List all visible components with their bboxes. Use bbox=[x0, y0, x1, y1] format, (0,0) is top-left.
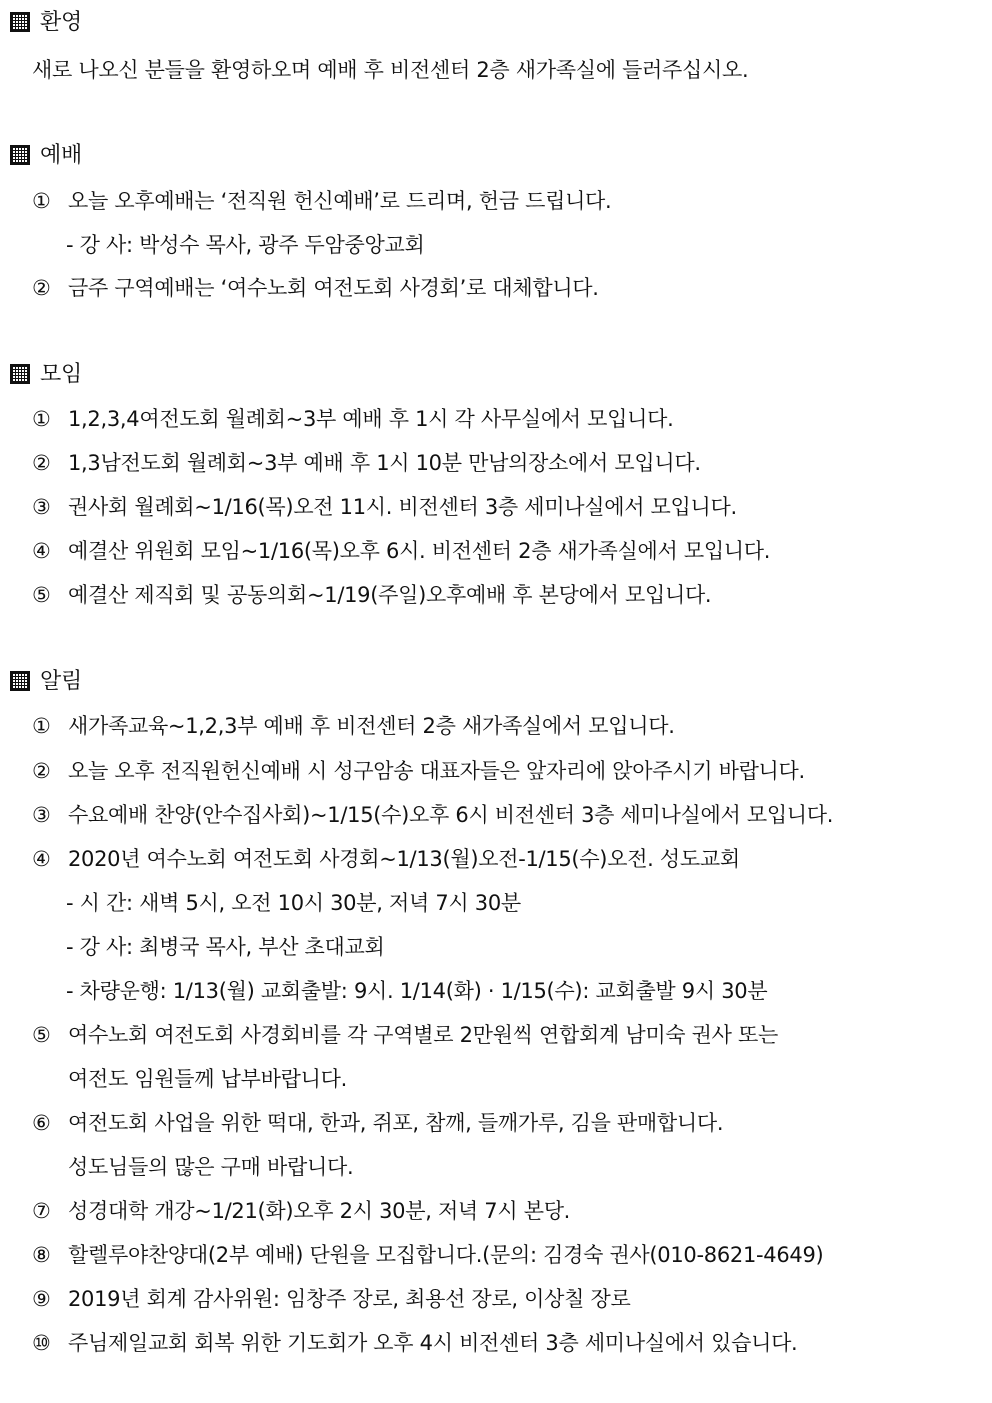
worship-speaker-line: - 강 사: 박성수 목사, 광주 두암중앙교회 bbox=[66, 233, 425, 257]
worship-item-2: ② 금주 구역예배는 ‘여수노회 여전도회 사경회’로 대체합니다. bbox=[32, 276, 599, 300]
section-heading-meetings: 모임 bbox=[10, 360, 82, 390]
meeting-item-1: ① 1,2,3,4여전도회 월례회~3부 예배 후 1시 각 사무실에서 모입니다. bbox=[32, 407, 674, 431]
notice-item-8: ⑧ 할렐루야찬양대(2부 예배) 단원을 모집합니다.(문의: 김경숙 권사(010-8621-4649) bbox=[32, 1243, 824, 1267]
section-heading-notices: 알림 bbox=[10, 667, 82, 697]
notice-item-1: ① 새가족교육~1,2,3부 예배 후 비전센터 2층 새가족실에서 모입니다. bbox=[32, 714, 675, 738]
checkered-square-icon bbox=[10, 671, 30, 691]
notice-item-10: ⑩ 주님제일교회 회복 위한 기도회가 오후 4시 비전센터 3층 세미나실에서 있습니다. bbox=[32, 1331, 798, 1355]
notice-item-2: ② 오늘 오후 전직원헌신예배 시 성구암송 대표자들은 앞자리에 앉아주시기 바랍니다. bbox=[32, 759, 805, 783]
meeting-item-4: ④ 예결산 위원회 모임~1/16(목)오후 6시. 비전센터 2층 새가족실에서 모입니다. bbox=[32, 539, 771, 563]
notice-item-4: ④ 2020년 여수노회 여전도회 사경회~1/13(월)오전-1/15(수)오전. 성도교회 bbox=[32, 847, 740, 871]
notice-item-7: ⑦ 성경대학 개강~1/21(화)오후 2시 30분, 저녁 7시 본당. bbox=[32, 1199, 571, 1223]
notice-5-continuation: 여전도 임원들께 납부바랍니다. bbox=[68, 1067, 347, 1091]
notice-6-continuation: 성도님들의 많은 구매 바랍니다. bbox=[68, 1155, 354, 1179]
meeting-item-5: ⑤ 예결산 제직회 및 공동의회~1/19(주일)오후예배 후 본당에서 모입니다. bbox=[32, 583, 712, 607]
meeting-item-3: ③ 권사회 월례회~1/16(목)오전 11시. 비전센터 3층 세미나실에서 모입니다. bbox=[32, 495, 737, 519]
notice-4-speaker-line: - 강 사: 최병국 목사, 부산 초대교회 bbox=[66, 935, 385, 959]
checkered-square-icon bbox=[10, 364, 30, 384]
checkered-square-icon bbox=[10, 145, 30, 165]
notice-4-time-line: - 시 간: 새벽 5시, 오전 10시 30분, 저녁 7시 30분 bbox=[66, 891, 521, 915]
checkered-square-icon bbox=[10, 12, 30, 32]
welcome-text: 새로 나오신 분들을 환영하오며 예배 후 비전센터 2층 새가족실에 들러주십시오. bbox=[32, 58, 749, 82]
notice-4-vehicle-line: - 차량운행: 1/13(월) 교회출발: 9시. 1/14(화) · 1/15(수): 교회출발 9시 30분 bbox=[66, 979, 768, 1003]
notice-item-9: ⑨ 2019년 회계 감사위원: 임창주 장로, 최용선 장로, 이상칠 장로 bbox=[32, 1287, 631, 1311]
meeting-item-2: ② 1,3남전도회 월례회~3부 예배 후 1시 10분 만남의장소에서 모입니다. bbox=[32, 451, 701, 475]
worship-item-1: ① 오늘 오후예배는 ‘전직원 헌신예배’로 드리며, 헌금 드립니다. bbox=[32, 189, 612, 213]
notice-item-6: ⑥ 여전도회 사업을 위한 떡대, 한과, 쥐포, 참깨, 들깨가루, 김을 판매합니다. bbox=[32, 1111, 724, 1135]
notice-item-3: ③ 수요예배 찬양(안수집사회)~1/15(수)오후 6시 비전센터 3층 세미나실에서 모입니다. bbox=[32, 803, 834, 827]
section-heading-welcome: 환영 bbox=[10, 8, 82, 38]
notice-item-5: ⑤ 여수노회 여전도회 사경회비를 각 구역별로 2만원씩 연합회계 남미숙 권사 또는 bbox=[32, 1023, 778, 1047]
section-heading-worship: 예배 bbox=[10, 141, 82, 171]
